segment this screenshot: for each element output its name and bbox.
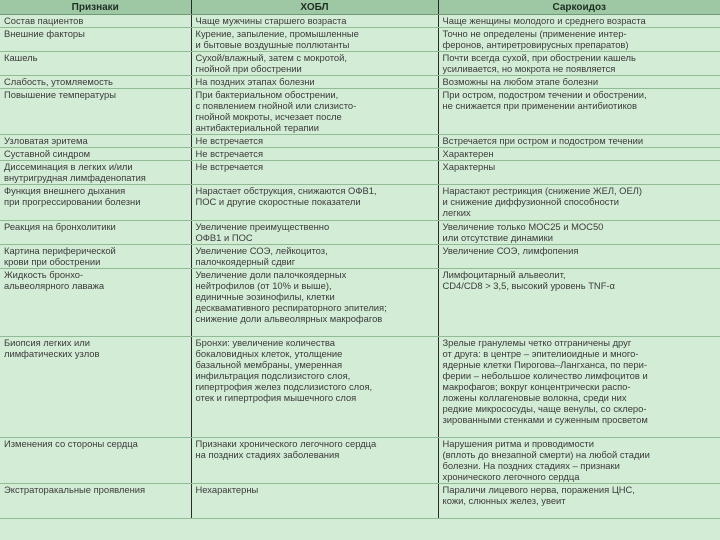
- header-row: [0, 0, 720, 15]
- copd-cell: Не встречается: [191, 148, 438, 161]
- feature-cell: Картина периферической крови при обострении: [0, 245, 191, 269]
- feature-cell: Суставной синдром: [0, 148, 191, 161]
- feature-cell: Диссеминация в легких и/или внутригрудная лимфаденопатия: [0, 161, 191, 185]
- header-sarcoidosis: Саркоидоз: [438, 0, 720, 15]
- sarcoidosis-cell: Зрелые гранулемы четко отграничены друг от друга: в центре – эпителиоидные и много- ядерные клетки Пирогова–Лангханса, по пери- ферии – небольшое количество лимфоцитов и макрофагов; вокруг концентрически распо- ложены коллагеновые волокна, среди них редкие микрососуды, чаще венулы, со склеро- зированными стенками и суженным просветом: [438, 337, 720, 438]
- table-row: [0, 76, 720, 89]
- table-header: [0, 0, 720, 15]
- table-row: [0, 337, 720, 438]
- feature-cell: Функция внешнего дыхания при прогрессировании болезни: [0, 185, 191, 221]
- feature-cell: Узловатая эритема: [0, 135, 191, 148]
- table-row: [0, 484, 720, 519]
- feature-cell: Кашель: [0, 52, 191, 76]
- sarcoidosis-cell: Нарастают рестрикция (снижение ЖЕЛ, ОЕЛ) и снижение диффузионной способности легких: [438, 185, 720, 221]
- copd-cell: Нарастает обструкция, снижаются ОФВ1, ПОС и другие скоростные показатели: [191, 185, 438, 221]
- feature-cell: Повышение температуры: [0, 89, 191, 135]
- sarcoidosis-cell: Увеличение СОЭ, лимфопения: [438, 245, 720, 269]
- feature-cell: Реакция на бронхолитики: [0, 221, 191, 245]
- copd-cell: Сухой/влажный, затем с мокротой, гнойной при обострении: [191, 52, 438, 76]
- copd-cell: На поздних этапах болезни: [191, 76, 438, 89]
- sarcoidosis-cell: Возможны на любом этапе болезни: [438, 76, 720, 89]
- copd-cell: Увеличение доли палочкоядерных нейтрофилов (от 10% и выше), единичные эозинофилы, клетки десквамативного респираторного эпителия; снижение доли альвеолярных макрофагов: [191, 269, 438, 337]
- sarcoidosis-cell: Чаще женщины молодого и среднего возраста: [438, 15, 720, 28]
- copd-cell: Увеличение преимущественно ОФВ1 и ПОС: [191, 221, 438, 245]
- table-body: [0, 15, 720, 519]
- feature-cell: Состав пациентов: [0, 15, 191, 28]
- table-row: [0, 161, 720, 185]
- table-row: [0, 438, 720, 484]
- table-row: [0, 52, 720, 76]
- table-row: [0, 135, 720, 148]
- table-row: [0, 28, 720, 52]
- copd-cell: Не встречается: [191, 135, 438, 148]
- table-row: [0, 148, 720, 161]
- sarcoidosis-cell: Характерен: [438, 148, 720, 161]
- sarcoidosis-cell: Увеличение только МОС25 и МОС50 или отсутствие динамики: [438, 221, 720, 245]
- header-features: Признаки: [0, 0, 191, 15]
- sarcoidosis-cell: Параличи лицевого нерва, поражения ЦНС, кожи, слюнных желез, увеит: [438, 484, 720, 519]
- sarcoidosis-cell: Точно не определены (применение интер- феронов, антиретровирусных препаратов): [438, 28, 720, 52]
- copd-cell: Курение, запыление, промышленные и бытовые воздушные поллютанты: [191, 28, 438, 52]
- copd-cell: Нехарактерны: [191, 484, 438, 519]
- copd-cell: При бактериальном обострении, с появлением гнойной или слизисто- гнойной мокроты, исчезает после антибактериальной терапии: [191, 89, 438, 135]
- sarcoidosis-cell: Нарушения ритма и проводимости (вплоть до внезапной смерти) на любой стадии болезни. На поздних стадиях – признаки хронического легочного сердца: [438, 438, 720, 484]
- sarcoidosis-cell: Лимфоцитарный альвеолит, CD4/CD8 > 3,5, высокий уровень TNF-α: [438, 269, 720, 337]
- copd-cell: Признаки хронического легочного сердца на поздних стадиях заболевания: [191, 438, 438, 484]
- table-row: [0, 221, 720, 245]
- sarcoidosis-cell: Характерны: [438, 161, 720, 185]
- copd-cell: Увеличение СОЭ, лейкоцитоз, палочкоядерный сдвиг: [191, 245, 438, 269]
- header-copd: ХОБЛ: [191, 0, 438, 15]
- table-row: [0, 245, 720, 269]
- sarcoidosis-cell: Встречается при остром и подостром течении: [438, 135, 720, 148]
- feature-cell: Жидкость бронхо- альвеолярного лаважа: [0, 269, 191, 337]
- copd-cell: Не встречается: [191, 161, 438, 185]
- copd-cell: Бронхи: увеличение количества бокаловидных клеток, утолщение базальной мембраны, умеренная инфильтрация подслизистого слоя, гипертрофия желез подслизистого слоя, отек и гипертрофия мышечного слоя: [191, 337, 438, 438]
- feature-cell: Экстраторакальные проявления: [0, 484, 191, 519]
- feature-cell: Внешние факторы: [0, 28, 191, 52]
- sarcoidosis-cell: Почти всегда сухой, при обострении кашель усиливается, но мокрота не появляется: [438, 52, 720, 76]
- feature-cell: Биопсия легких или лимфатических узлов: [0, 337, 191, 438]
- sarcoidosis-cell: При остром, подостром течении и обострении, не снижается при применении антибиотиков: [438, 89, 720, 135]
- table-row: [0, 269, 720, 337]
- copd-cell: Чаще мужчины старшего возраста: [191, 15, 438, 28]
- table-row: [0, 89, 720, 135]
- feature-cell: Слабость, утомляемость: [0, 76, 191, 89]
- feature-cell: Изменения со стороны сердца: [0, 438, 191, 484]
- table-row: [0, 15, 720, 28]
- table-row: [0, 185, 720, 221]
